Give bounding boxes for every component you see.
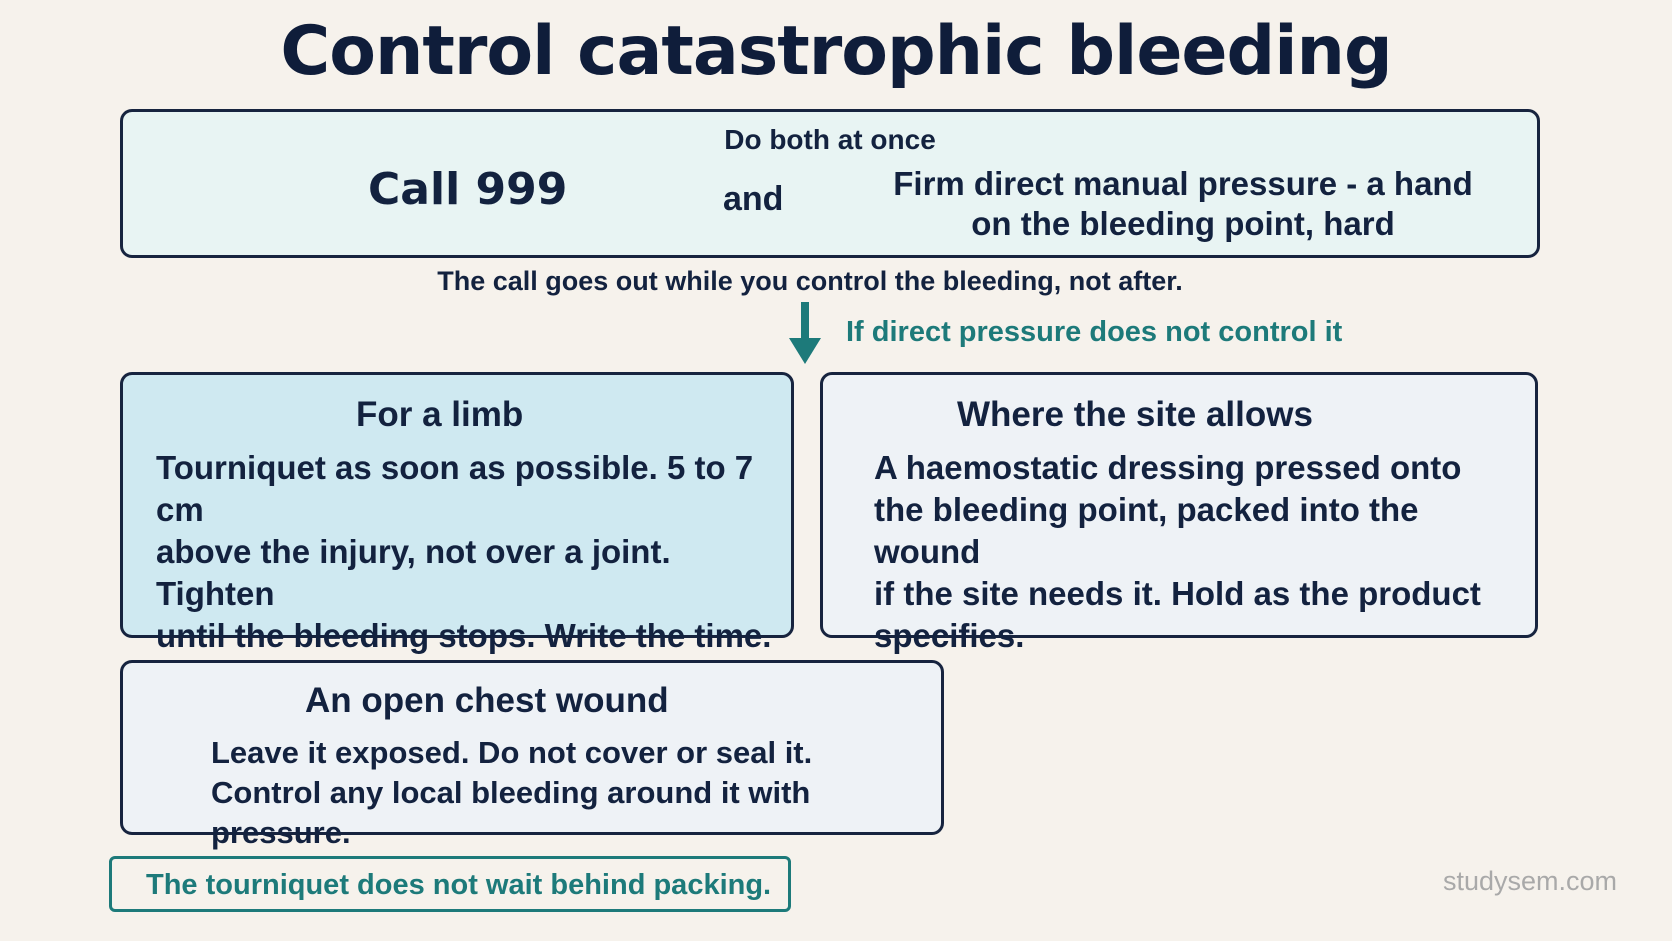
tourniquet-reminder-box [109,856,791,912]
down-arrow-icon [788,302,822,366]
limb-panel [120,372,794,654]
chest-title: An open chest wound [305,681,669,720]
limb-title: For a limb [356,395,524,434]
site-line: the bleeding point, packed into the wound [874,491,1419,570]
page-title: Control catastrophic bleeding [280,12,1392,91]
pressure-line: on the bleeding point, hard [971,205,1395,242]
site-line: specifies. [874,617,1025,654]
both-at-once-caption: Do both at once [724,124,936,155]
site-line: A haemostatic dressing pressed onto [874,449,1462,486]
site-body [874,447,1514,657]
direct-pressure-text [883,164,1483,244]
site-panel [820,372,1538,654]
limb-line: Tourniquet as soon as possible. 5 to 7 cm [156,449,754,528]
timing-note: The call goes out while you control the bleeding, not after. [437,266,1183,296]
tourniquet-reminder-text: The tourniquet does not wait behind packing. [146,869,772,901]
chest-body [211,733,931,853]
and-connector: and [723,180,784,218]
escalation-condition: If direct pressure does not control it [846,316,1343,348]
chest-line: Control any local bleeding around it with pressure. [211,775,811,850]
brand-watermark: studysem.com [1443,866,1618,896]
limb-line: above the injury, not over a joint. Tighten [156,533,671,612]
site-title: Where the site allows [957,395,1313,434]
immediate-actions-box [120,109,1540,258]
chest-wound-panel [120,660,944,850]
site-line: if the site needs it. Hold as the product [874,575,1481,612]
chest-line: Leave it exposed. Do not cover or seal it. [211,735,813,770]
pressure-line: Firm direct manual pressure - a hand [893,165,1473,202]
call-999-label: Call 999 [368,164,568,215]
limb-line: until the bleeding stops. Write the time. [156,617,772,654]
